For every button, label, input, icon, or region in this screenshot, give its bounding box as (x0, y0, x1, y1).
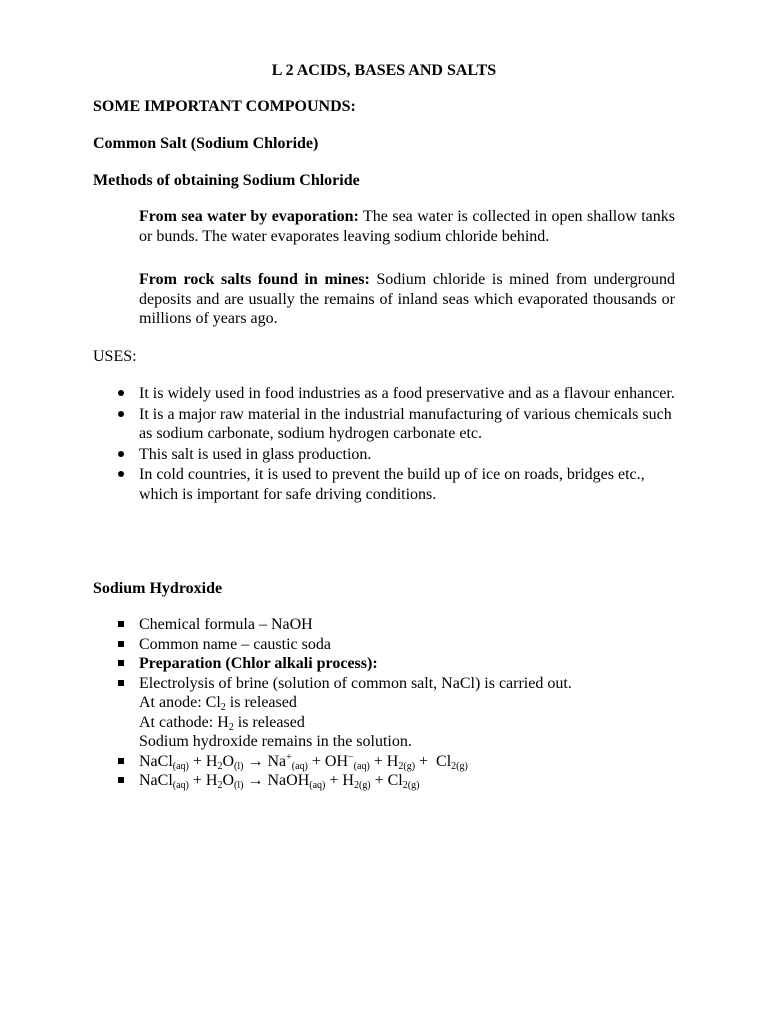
uses-list (139, 384, 679, 505)
heading-sodium-hydroxide: Sodium Hydroxide (93, 580, 223, 597)
list-item: In cold countries, it is used to prevent the build up of ice on roads, bridges etc., which is important for safe driving conditions. (139, 465, 679, 504)
remains-line: Sodium hydroxide remains in the solution. (139, 733, 412, 750)
uses-label: USES: (93, 348, 137, 365)
heading-important-compounds: SOME IMPORTANT COMPOUNDS: (93, 98, 356, 115)
method-sea-water-lead: From sea water by evaporation: (139, 208, 359, 225)
bullet-icon (118, 451, 124, 457)
square-bullet-icon (118, 777, 124, 783)
equation-molecular: NaCl$_{(aq)}$ + $H_2O_{(l)}$ → NaOH$_{(aq)}$ + $H_{2(g)} + Cl_{2(g)}$ (139, 771, 699, 791)
list-item: This salt is used in glass production. (139, 445, 679, 465)
heading-common-salt: Common Salt (Sodium Chloride) (93, 135, 319, 152)
naoh-list (139, 615, 699, 791)
page-title: L 2 ACIDS, BASES AND SALTS (271, 62, 497, 79)
method-rock-salt-text: Sodium chloride is mined from underground deposits and are usually the remains of inland seas which evaporated thousands or millions of years ago. (139, 271, 675, 327)
bullet-icon (118, 471, 124, 477)
heading-methods: Methods of obtaining Sodium Chloride (93, 172, 360, 189)
list-item: It is a major raw material in the industrial manufacturing of various chemicals such as sodium carbonate, sodium hydrogen carbonate etc. (139, 405, 679, 444)
square-bullet-icon (118, 758, 124, 764)
list-item: It is widely used in food industries as a food preservative and as a flavour enhancer. (139, 384, 679, 404)
square-bullet-icon (118, 621, 124, 627)
method-sea-water (139, 207, 675, 246)
list-item: Common name – caustic soda (139, 635, 699, 655)
cathode-line: At cathode: $H_2$ is released (139, 713, 305, 733)
anode-line: At anode: $Cl_2$ is released (139, 694, 297, 713)
method-rock-salt-lead: From rock salts found in mines: (139, 271, 370, 288)
list-item: Preparation (Chlor alkali process): (139, 654, 699, 674)
square-bullet-icon (118, 680, 124, 686)
bullet-icon (118, 390, 124, 396)
list-item: Chemical formula – NaOH (139, 615, 699, 635)
method-rock-salt (139, 270, 675, 329)
equation-ionic: NaCl$_{(aq)}$ + $H_2O_{(l)} \to Na^+_{(aq)} + OH^-_{(aq)} + H_{2(g)} + Cl_{2(g)}$ (139, 752, 699, 772)
square-bullet-icon (118, 660, 124, 666)
square-bullet-icon (118, 641, 124, 647)
bullet-icon (118, 411, 124, 417)
method-sea-water-text: The sea water is collected in open shallow tanks or bunds. The water evaporates leaving sodium chloride behind. (139, 208, 675, 245)
list-item: Electrolysis of brine (solution of common salt, NaCl) is carried out. At anode: $Cl_2$ is released At cathode: $H_2$ is released Sodium hydroxide remains in the solution. (139, 674, 699, 752)
